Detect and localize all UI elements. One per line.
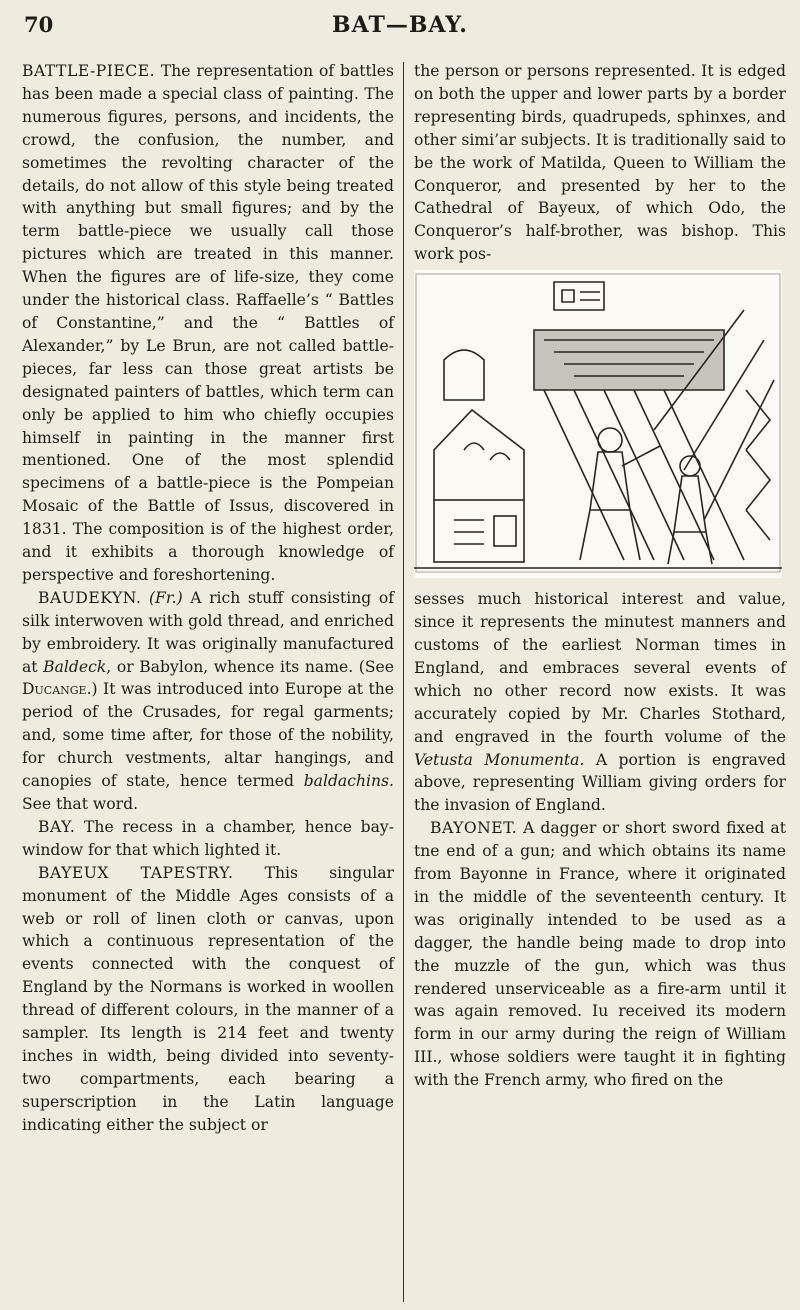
entry-text: The recess in a chamber, hence bay-window for that which lighted it. [22,817,394,859]
entry-text: ) It was introduced into Europe at the period of the Crusades, for regal garments; and, some time after, for those of the nobility, for church vestments, altar hangings, and canopies of state, hence termed [22,680,394,791]
entry-text: A portion is engraved above, representing William giving orders for the invasion of England. [414,750,786,815]
column-divider [403,62,404,1302]
page-header [20,10,780,50]
running-title: BAT—BAY. [332,12,468,38]
entry-bay [22,816,394,862]
entry-bayonet [414,817,786,1092]
entry-term: BAYONET. [430,819,518,838]
entry-bayeux-continued-2 [414,588,786,817]
entry-text: sesses much historical interest and value, since it represents the minutest manners and customs of the earliest Norman times in England, and embraces several events of which no other record now exists. It was accurately copied by Mr. Charles Stothard, and engraved in the fourth volume of the [414,590,786,746]
cross-reference: Ducange. [22,680,92,699]
entry-text: See that word. [22,795,139,813]
left-column [22,60,394,1137]
page-number: 70 [24,12,54,37]
entry-bayeux-continued [414,60,786,266]
italic-word: baldachins. [303,772,394,791]
italic-place: Baldeck [43,657,107,676]
italic-title: Vetusta Monumenta. [414,750,585,769]
entry-text: This singular monument of the Middle Ages consists of a web or roll of linen cloth or canvas, upon which a continuous representation of the events connected with the conquest of England by the Normans is worked in woollen thread of different colours, in the manner of a sampler. Its length is 214 feet and twenty inches in width, being divided into seventy-two compartments, each bearing a superscription in the Latin language indicating either the subject or [22,863,394,1134]
entry-baudekyn [22,587,394,816]
right-column [414,60,786,1092]
entry-term: BAYEUX TAPESTRY. [38,863,234,882]
entry-text: , or Babylon, whence its name. (See [106,657,394,676]
entry-text: the person or persons represented. It is edged on both the upper and lower parts by a border representing birds, quadrupeds, sphinxes, and other simi’ar subjects. It is traditionally said to be the work of Matilda, Queen to William the Conqueror, and presented by her to the Cathedral of Bayeux, of which Odo, the Conqueror’s half-brother, was bishop. This work pos- [414,62,786,264]
tapestry-illustration [414,270,782,578]
entry-text: The representation of battles has been made a special class of painting. The numerous figures, persons, and incidents, the crowd, the confusion, the number, and sometimes the revolting character of the details, do not allow of this style being treated with anything but small figures; and by the term battle-piece we usually call those pictures which are treated in this manner. When the figures are of life-size, they come under the historical class. Raffaelle’s “ Battles of Constantine,” and the “ Battles of Alexander,” by Le Brun, are not called battle-pieces, far less can those great artists be designated painters of battles, which term can only be applied to him who chiefly occupies himself in painting in the manner first mentioned. One of the most splendid specimens of a battle-piece is the Pompeian Mosaic of the Battle of Issus, discovered in 1831. The composition is of the highest order, and it exhibits a thorough knowledge of perspective and foreshortening. [22,62,394,584]
entry-term: BAUDEKYN. [38,588,142,607]
entry-text: A rich stuff consisting of silk interwoven with gold thread, and enriched by embroidery. It was originally manufactured at [22,588,394,676]
entry-battle-piece [22,60,394,587]
entry-text: A dagger or short sword fixed at tne end of a gun; and which obtains its name from Bayonne in France, where it originated in the middle of the seventeenth century. It was originally intended to be used as a dagger, the handle being made to drop into the muzzle of the gun, which was thus rendered unserviceable as a fire-arm until it was again removed. Iu received its modern form in our army during the reign of William III., whose soldiers were taught it in fighting with the French army, who fired on the [414,819,786,1090]
entry-language: (Fr.) [148,588,183,607]
entry-term: BATTLE-PIECE. [22,62,156,80]
tapestry-engraving [414,270,782,578]
entry-term: BAY. [38,817,76,836]
entry-bayeux-tapestry [22,862,394,1137]
